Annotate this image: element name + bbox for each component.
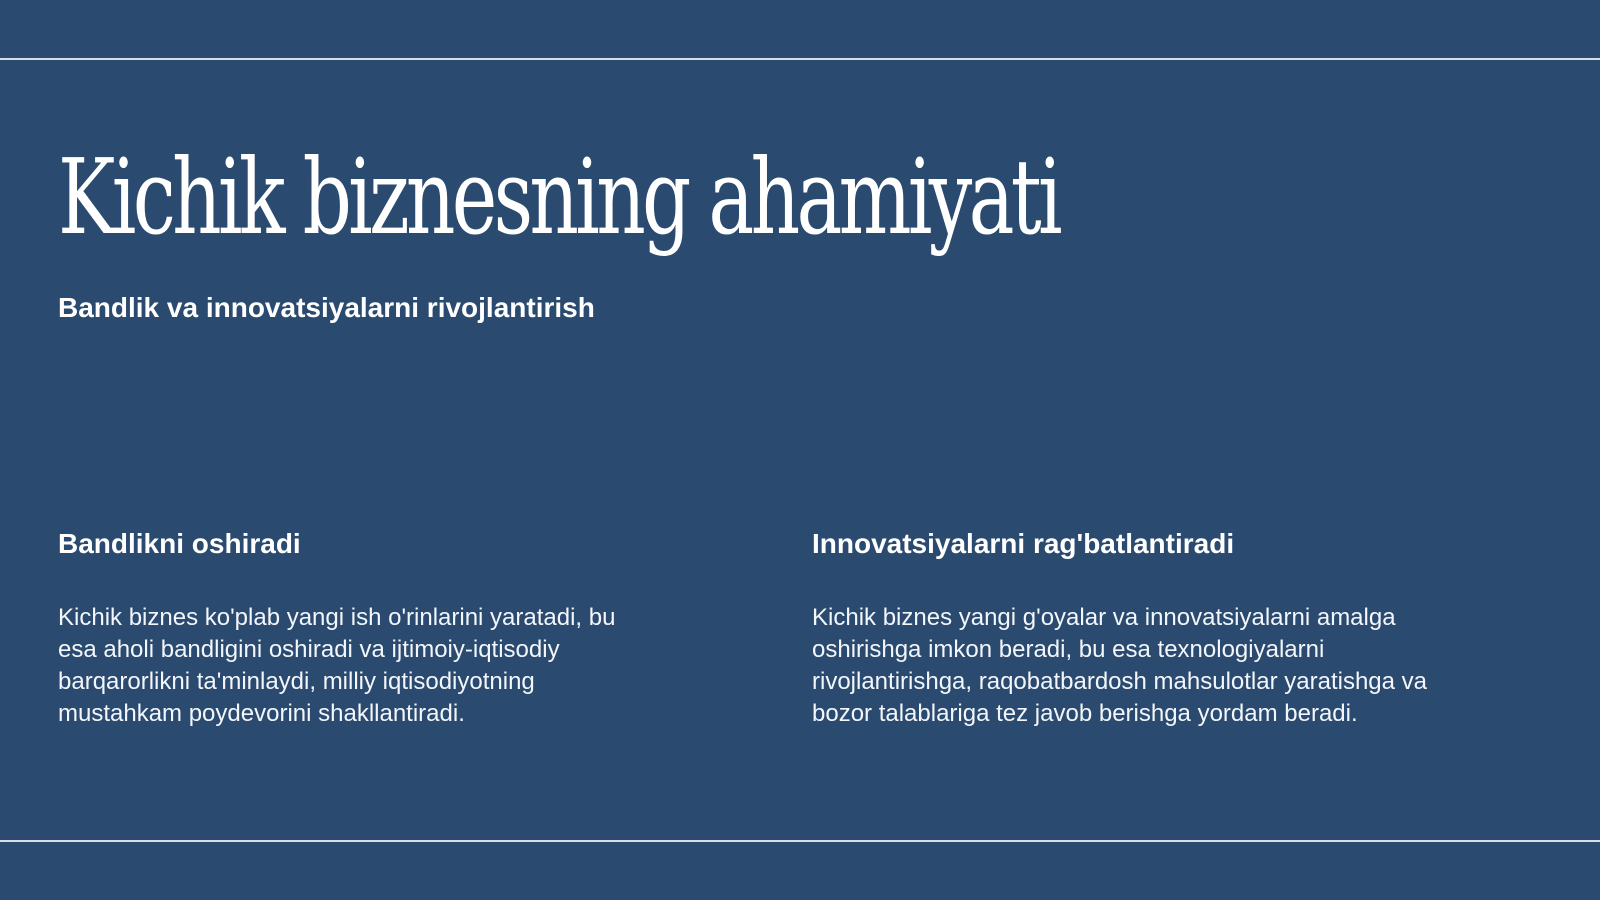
column-heading: Bandlikni oshiradi	[58, 528, 301, 559]
column-body: Kichik biznes yangi g'oyalar va innovatsiyalarni amalga oshirishga imkon beradi, bu esa texnologiyalarni rivojlantirishga, raqobatbardosh mahsulotlar yaratishga va bozor talablariga tez javob berishga yordam beradi.	[812, 604, 1427, 727]
column-body: Kichik biznes ko'plab yangi ish o'rinlarini yaratadi, bu esa aholi bandligini oshiradi va ijtimoiy-iqtisodiy barqarorlikni ta'minlaydi, milliy iqtisodiyotning mustahkam poydevorini shakllantiradi.	[58, 604, 616, 727]
column-employment	[58, 526, 658, 730]
column-innovation	[812, 526, 1452, 730]
slide-subtitle: Bandlik va innovatsiyalarni rivojlantirish	[58, 292, 595, 323]
bottom-divider	[0, 840, 1600, 842]
top-divider	[0, 58, 1600, 60]
slide-title: Kichik biznesning ahamiyati	[58, 136, 1059, 258]
column-heading: Innovatsiyalarni rag'batlantiradi	[812, 528, 1235, 559]
